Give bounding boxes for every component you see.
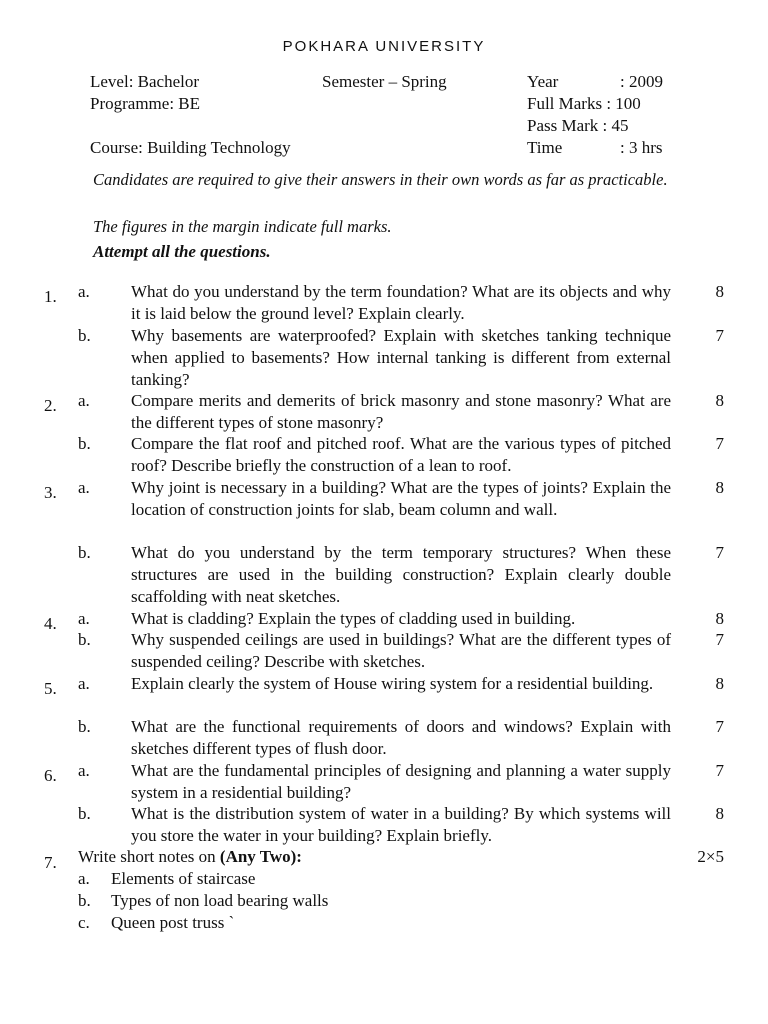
question-number: 7.: [44, 853, 57, 872]
question-text: What do you understand by the term foundation? What are its objects and why it is laid below the ground level? Explain clearly.: [131, 282, 671, 323]
question-text: What is the distribution system of water in a building? By which systems will you store the water in your building? Explain briefly.: [131, 804, 671, 845]
instruction-line-2: The figures in the margin indicate full marks.: [93, 217, 392, 236]
part-label: a.: [78, 282, 90, 301]
marks-value: 7: [715, 434, 724, 453]
question-text: Compare merits and demerits of brick masonry and stone masonry? What are the different types of stone masonry?: [131, 391, 671, 432]
question-number: 1.: [44, 287, 57, 306]
short-note-item: Elements of staircase: [111, 869, 256, 888]
question-number: 3.: [44, 483, 57, 502]
question-text: What do you understand by the term temporary structures? When these structures are used in the building construction? Explain clearly double scaffolding with neat sketches.: [131, 543, 671, 606]
marks-value: 7: [715, 630, 724, 649]
year-value: : 2009: [620, 72, 663, 91]
course-label: Course: Building Technology: [90, 138, 291, 157]
marks-value: 7: [715, 543, 724, 562]
part-label: b.: [78, 434, 91, 453]
part-label: b.: [78, 891, 91, 910]
question-number: 5.: [44, 679, 57, 698]
university-name: POKHARA UNIVERSITY: [282, 38, 486, 55]
programme-label: Programme: BE: [90, 94, 201, 113]
marks-value: 8: [715, 391, 724, 410]
question-text: What are the fundamental principles of designing and planning a water supply system in a residential building?: [131, 761, 671, 802]
part-label: a.: [78, 761, 90, 780]
year-field: [527, 71, 663, 93]
question-number: 4.: [44, 614, 57, 633]
marks-value: 8: [715, 609, 724, 628]
part-label: b.: [78, 717, 91, 736]
question-text: Compare the flat roof and pitched roof. What are the various types of pitched roof? Describe briefly the construction of a lean to roof.: [131, 434, 671, 475]
time-label: Time: [527, 138, 563, 157]
marks-value: 8: [715, 282, 724, 301]
short-notes-choice: (Any Two):: [219, 847, 302, 866]
question-text: Why basements are waterproofed? Explain with sketches tanking technique when applied to basements? How internal tanking is different from external tanking?: [131, 326, 671, 389]
question-text: What is cladding? Explain the types of cladding used in building.: [131, 609, 576, 628]
question-number: 2.: [44, 396, 57, 415]
short-note-item: Types of non load bearing walls: [111, 891, 329, 910]
marks-value: 2×5: [697, 847, 724, 866]
attempt-instruction: Attempt all the questions.: [93, 242, 271, 261]
question-number: 6.: [44, 766, 57, 785]
part-label: a.: [78, 609, 90, 628]
marks-value: 7: [715, 326, 724, 345]
year-label: Year: [527, 72, 559, 91]
question-text: Why suspended ceilings are used in buildings? What are the different types of suspended ceiling? Describe with sketches.: [131, 630, 671, 671]
short-note-item: Queen post truss `: [111, 913, 235, 932]
marks-value: 8: [715, 674, 724, 693]
part-label: b.: [78, 630, 91, 649]
part-label: b.: [78, 804, 91, 823]
marks-value: 7: [715, 761, 724, 780]
semester-label: Semester – Spring: [322, 72, 447, 91]
question-text: Why joint is necessary in a building? What are the types of joints? Explain the location of construction joints for slab, beam column and wall.: [131, 478, 671, 519]
part-label: b.: [78, 543, 91, 562]
part-label: b.: [78, 326, 91, 345]
question-text: What are the functional requirements of doors and windows? Explain with sketches different types of flush door.: [131, 717, 671, 758]
time-value: : 3 hrs: [620, 138, 663, 157]
part-label: a.: [78, 674, 90, 693]
full-marks: Full Marks : 100: [527, 94, 641, 113]
marks-value: 8: [715, 804, 724, 823]
marks-value: 7: [715, 717, 724, 736]
level-label: Level: Bachelor: [90, 72, 200, 91]
marks-value: 8: [715, 478, 724, 497]
short-notes-heading: [78, 846, 302, 868]
part-label: a.: [78, 478, 90, 497]
pass-mark: Pass Mark : 45: [527, 116, 629, 135]
part-label: c.: [78, 913, 90, 932]
short-notes-intro: Write short notes on: [78, 847, 220, 866]
part-label: a.: [78, 869, 90, 888]
question-text: Explain clearly the system of House wiring system for a residential building.: [131, 674, 654, 693]
instruction-line-1: Candidates are required to give their answers in their own words as far as practicable.: [93, 170, 668, 189]
time-field: [527, 137, 663, 159]
part-label: a.: [78, 391, 90, 410]
